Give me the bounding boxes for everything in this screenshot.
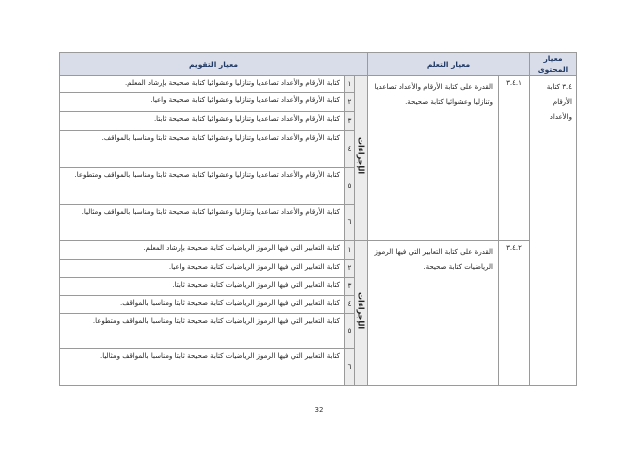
criterion-text: كتابة الأرقام والأعداد تصاعديا وتنازليا وعشوائيا كتابة صحيحة بإرشاد المعلم. xyxy=(60,76,345,93)
header-assessment-standard: معيار التقويم xyxy=(60,53,368,76)
table-row xyxy=(60,241,577,260)
page-number: 32 xyxy=(314,406,324,414)
criterion-text: كتابة الأرقام والأعداد تصاعديا وتنازليا وعشوائيا كتابة صحيحة ثابتا ومناسبا بالمواقف ومتطوعا. xyxy=(60,168,345,205)
criterion-text: كتابة التعابير التي فيها الرموز الرياضيات كتابة صحيحة ثابتا. xyxy=(60,278,345,296)
criterion-text: كتابة الأرقام والأعداد تصاعديا وتنازليا وعشوائيا كتابة صحيحة ثابتا ومناسبا بالمواقف ومثاليا. xyxy=(60,205,345,241)
content-standard-cell: ٣.٤ كتابة الأرقام والأعداد xyxy=(530,76,577,386)
criterion-index: ٤ xyxy=(345,296,355,314)
criterion-text: كتابة الأرقام والأعداد تصاعديا وتنازليا وعشوائيا كتابة صحيحة ثابتا. xyxy=(60,112,345,131)
criterion-index: ٦ xyxy=(345,205,355,241)
criterion-text: كتابة الأرقام والأعداد تصاعديا وتنازليا وعشوائيا كتابة صحيحة واعيا. xyxy=(60,93,345,112)
criterion-text: كتابة التعابير التي فيها الرموز الرياضيات كتابة صحيحة بإرشاد المعلم. xyxy=(60,241,345,260)
criterion-index: ٢ xyxy=(345,93,355,112)
criterion-index: ١ xyxy=(345,241,355,260)
criterion-index: ١ xyxy=(345,76,355,93)
criterion-text: كتابة التعابير التي فيها الرموز الرياضيات كتابة صحيحة ثابتا ومناسبا بالمواقف. xyxy=(60,296,345,314)
criterion-index: ٣ xyxy=(345,278,355,296)
header-row xyxy=(60,53,577,76)
table-row xyxy=(60,76,577,93)
procedures-label: الإجراءات xyxy=(355,76,368,241)
criterion-index: ٥ xyxy=(345,314,355,349)
learning-code: ٣.٤.١ xyxy=(499,76,530,241)
standards-table xyxy=(59,52,577,386)
criterion-text: كتابة التعابير التي فيها الرموز الرياضيات كتابة صحيحة واعيا. xyxy=(60,260,345,278)
learning-code: ٣.٤.٢ xyxy=(499,241,530,386)
header-content-standard: معيار المحتوى xyxy=(530,53,577,76)
criterion-index: ٥ xyxy=(345,168,355,205)
header-learning-standard: معيار التعلم xyxy=(368,53,530,76)
criterion-index: ٦ xyxy=(345,349,355,386)
criterion-text: كتابة التعابير التي فيها الرموز الرياضيات كتابة صحيحة ثابتا ومناسبا بالمواقف ومثاليا. xyxy=(60,349,345,386)
criterion-text: كتابة الأرقام والأعداد تصاعديا وتنازليا وعشوائيا كتابة صحيحة ثابتا ومناسبا بالمواقف. xyxy=(60,131,345,168)
learning-standard-text: القدرة على كتابة الأرقام والأعداد تصاعديا وتنازليا وعشوائيا كتابة صحيحة. xyxy=(368,76,499,241)
criterion-text: كتابة التعابير التي فيها الرموز الرياضيات كتابة صحيحة ثابتا ومناسبا بالمواقف ومتطوعا. xyxy=(60,314,345,349)
criterion-index: ٤ xyxy=(345,131,355,168)
learning-standard-text: القدرة على كتابة التعابير التي فيها الرموز الرياضيات كتابة صحيحة. xyxy=(368,241,499,386)
criterion-index: ٣ xyxy=(345,112,355,131)
criterion-index: ٢ xyxy=(345,260,355,278)
procedures-label: الإجراءات xyxy=(355,241,368,386)
